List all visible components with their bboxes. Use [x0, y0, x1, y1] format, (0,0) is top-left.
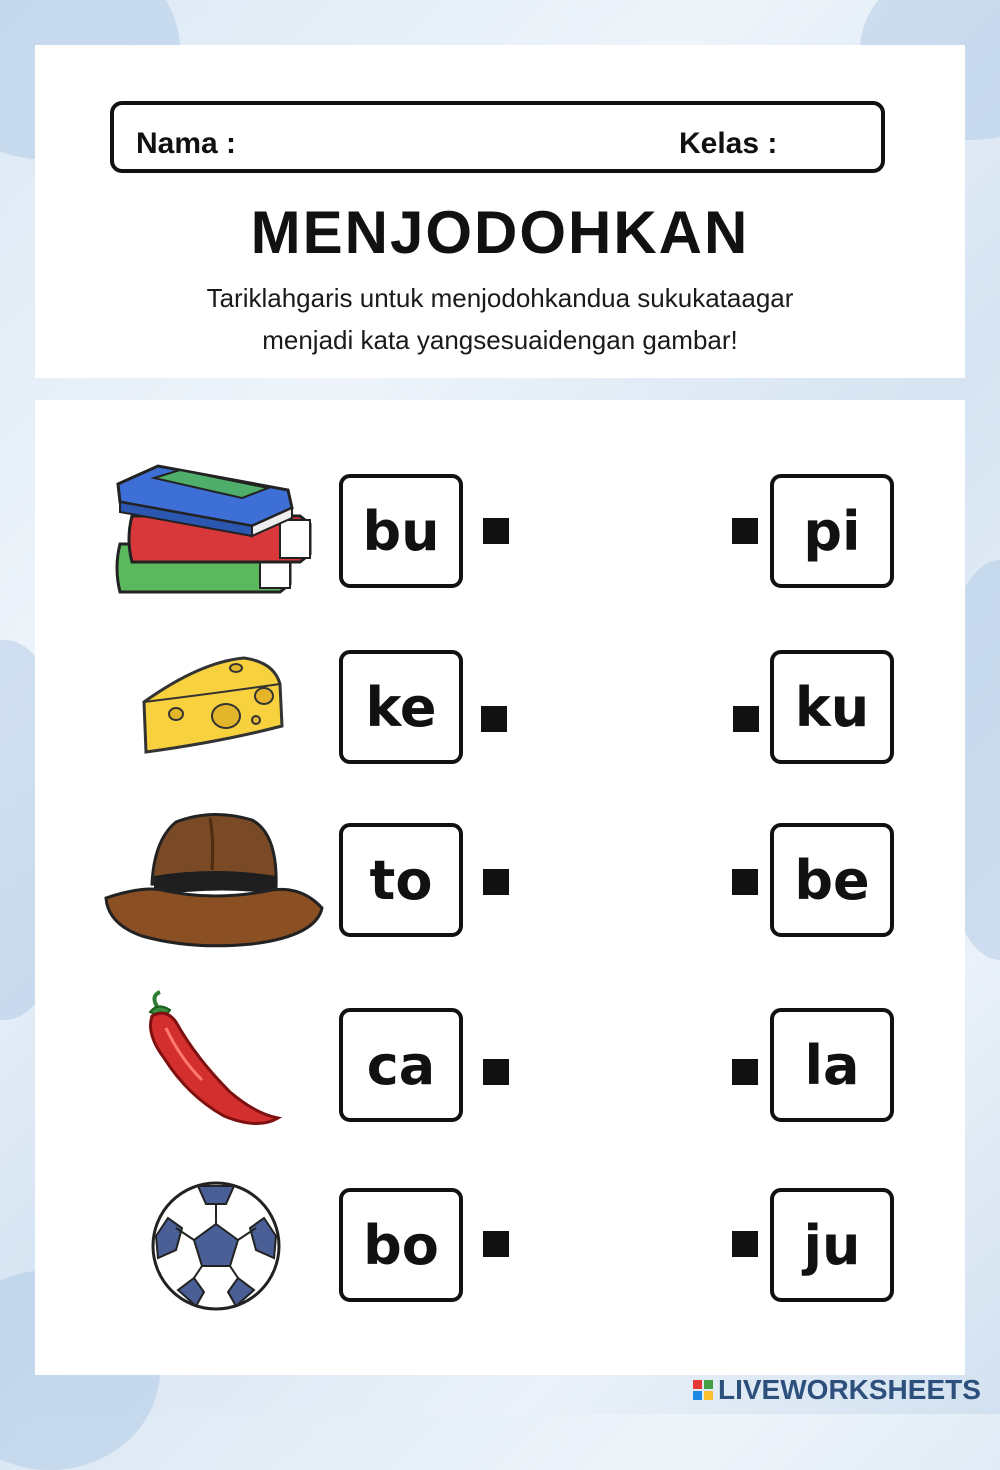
left-syllable-box[interactable]: bu: [339, 474, 463, 588]
liveworksheets-logo[interactable]: [692, 1374, 981, 1406]
left-syllable-box[interactable]: ke: [339, 650, 463, 764]
name-label: Nama :: [136, 127, 237, 160]
cheese-icon: [140, 654, 288, 758]
left-connector-dot[interactable]: [483, 1231, 509, 1257]
liveworksheets-mark-icon: [692, 1378, 714, 1402]
right-syllable-box[interactable]: pi: [770, 474, 894, 588]
right-connector-dot[interactable]: [732, 1231, 758, 1257]
left-syllable-box[interactable]: bo: [339, 1188, 463, 1302]
left-connector-dot[interactable]: [483, 1059, 509, 1085]
left-connector-dot[interactable]: [483, 869, 509, 895]
left-syllable-box[interactable]: to: [339, 823, 463, 937]
right-syllable-box[interactable]: la: [770, 1008, 894, 1122]
right-connector-dot[interactable]: [732, 1059, 758, 1085]
left-connector-dot[interactable]: [481, 706, 507, 732]
instruction-line-1: Tariklahgaris untuk menjodohkandua sukukataagar: [206, 283, 794, 313]
student-info-box: [110, 101, 885, 173]
ball-icon: [148, 1178, 284, 1314]
right-syllable-box[interactable]: ju: [770, 1188, 894, 1302]
instruction-line-2: menjadi kata yangsesuaidengan gambar!: [262, 325, 738, 355]
left-connector-dot[interactable]: [483, 518, 509, 544]
hat-icon: [102, 810, 326, 950]
chili-icon: [140, 988, 284, 1132]
page-title: MENJODOHKAN: [250, 199, 750, 266]
right-connector-dot[interactable]: [732, 869, 758, 895]
instruction-text: [120, 277, 880, 361]
class-label: Kelas :: [679, 127, 778, 160]
right-connector-dot[interactable]: [732, 518, 758, 544]
right-syllable-box[interactable]: ku: [770, 650, 894, 764]
right-syllable-box[interactable]: be: [770, 823, 894, 937]
right-connector-dot[interactable]: [733, 706, 759, 732]
liveworksheets-logo-text: LIVEWORKSHEETS: [718, 1374, 981, 1405]
left-syllable-box[interactable]: ca: [339, 1008, 463, 1122]
book-stack-icon: [110, 462, 315, 602]
